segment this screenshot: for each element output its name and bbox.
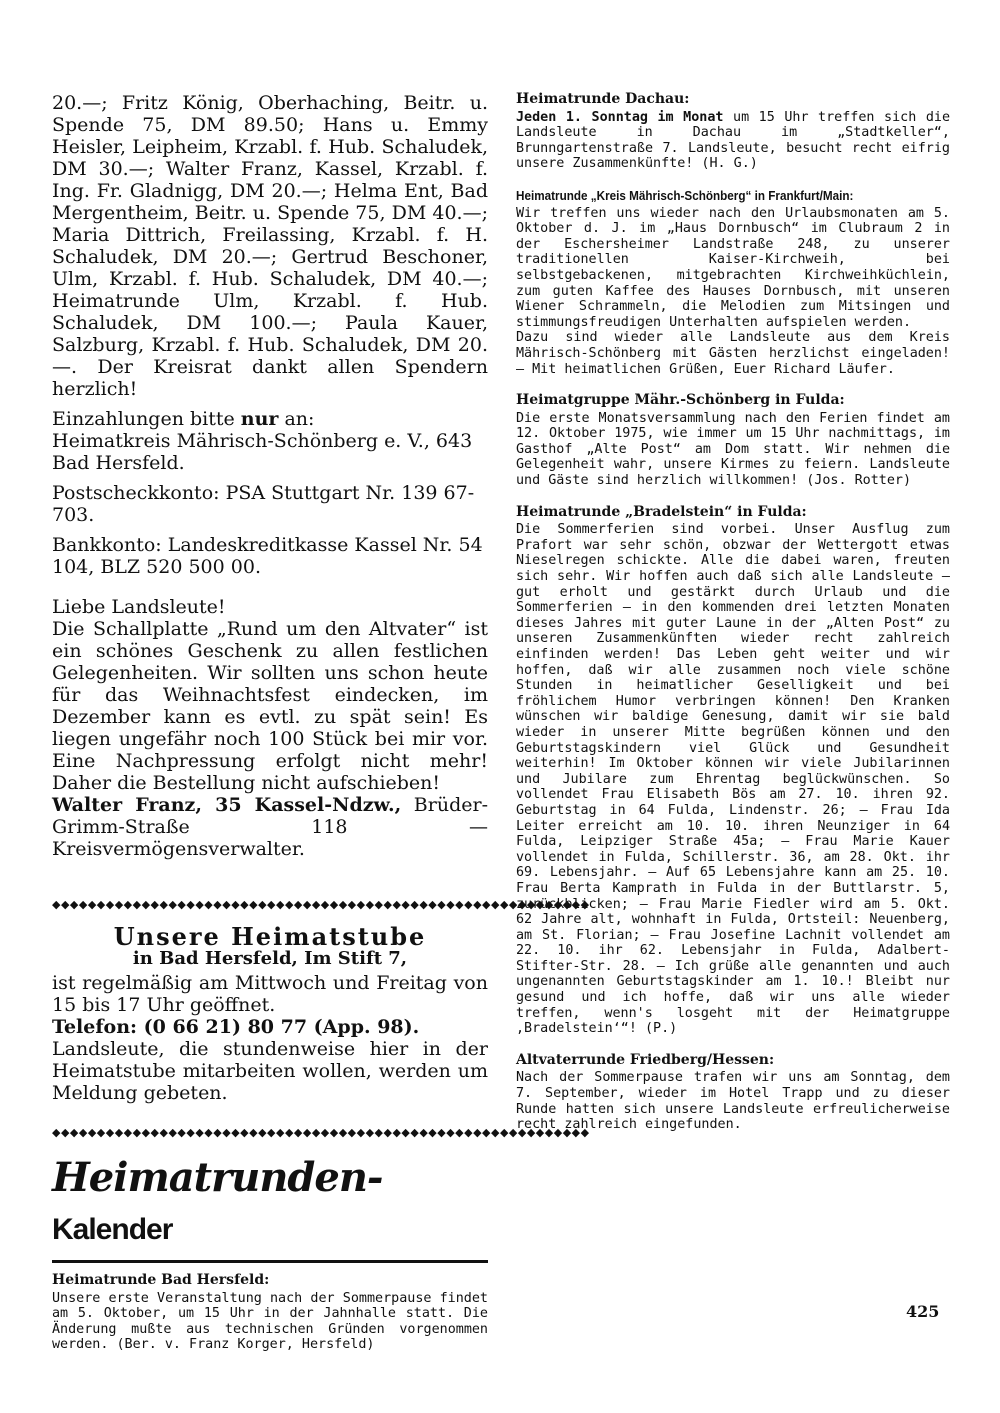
section-heading: Heimatrunde Bad Hersfeld: bbox=[52, 1272, 270, 1288]
section-body bbox=[516, 110, 950, 172]
kalender-heading-main: Heimatrunden- bbox=[52, 1154, 383, 1201]
heimatstube-address: in Bad Hersfeld, Im Stift 7, bbox=[132, 948, 408, 969]
page-number: 425 bbox=[906, 1302, 940, 1321]
section-frankfurt bbox=[516, 188, 950, 377]
section-dachau bbox=[516, 92, 950, 172]
section-heading: Heimatrunde Dachau: bbox=[516, 91, 690, 107]
payment-text: Einzahlungen bitte bbox=[52, 408, 241, 430]
payee-address: Heimatkreis Mährisch-Schönberg e. V., 643 Bad Hersfeld. bbox=[52, 430, 473, 474]
heading-rule bbox=[52, 1260, 488, 1263]
record-notice: Die Schallplatte „Rund um den Altvater“ ist ein schönes Geschenk zu allen festlichen Gelegenheiten. Wir sollten uns schon heute für das Weihnachtsfest eindecken, im Dezember kann es evtl. zu spät sein! Es liegen ungefähr noch 100 Stück bei mir vor. Eine Nachpressung erfolgt nicht mehr! Daher die Bestellung nicht aufschieben! bbox=[52, 618, 488, 794]
heimatstube-volunteers: Landsleute, die stundenweise hier in der Heimatstube mitarbeiten wollen, werden um Meldung gebeten. bbox=[52, 1038, 488, 1104]
meeting-day: Jeden 1. Sonntag im Monat bbox=[516, 109, 724, 125]
signature bbox=[52, 794, 488, 860]
section-body: Nach der Sommerpause trafen wir uns am Sonntag, dem 7. September, wieder im Hotel Trapp und zu dieser Runde hatten sich unsere Landsleute erfreulicherweise recht zahlreich eingefunden. bbox=[516, 1070, 950, 1133]
donor-list: 20.—; Fritz König, Oberhaching, Beitr. u. Spende 75, DM 89.50; Hans u. Emmy Heisler, Leipheim, Krzabl. f. Hub. Schaludek, DM 30.—; Walter Franz, Kassel, Krzabl. f. Ing. Fr. Gladnigg, DM 20.—; Helma Ent, Bad Mergentheim, Beitr. u. Spende 75, DM 40.—; Maria Dittrich, Freilassing, Krzabl. f. H. Schaludek, DM 20.—; Gertrud Beschoner, Ulm, Krzabl. f. Hub. Schaludek, DM 40.—; Heimatrunde Ulm, Krzabl. f. Hub. Schaludek, DM 100.—; Paula Kauer, Salzburg, Krzabl. f. Hub. Schaludek, DM 20.—. Der Kreisrat dankt allen Spendern herzlich! bbox=[52, 92, 488, 400]
section-body: Wir treffen uns wieder nach den Urlaubsmonaten am 5. Oktober d. J. im „Haus Dornbusch“ im Clubraum 2 in der Eschersheimer Landstraße 248, zu unserer traditionellen Kaiser-Kirchweih, bei selbstgebackenen, mitgebrachten Kirchweihküchlein, zum guten Kaffee des Hauses Dornbusch, mit unseren Wiener Schrammeln, die Melodien zum Mitsingen und stimmungsfreudigen Unterhalten aufspielen werden. bbox=[516, 205, 950, 330]
kalender-heading bbox=[52, 1154, 488, 1254]
meeting-details: um 15 Uhr treffen sich die Landsleute in Dachau im „Stadtkeller“, Brunngartenstraße 7. Landsleute, besucht recht eifrig unsere Zusammenkünfte! (H. G.) bbox=[516, 109, 951, 172]
heimatstube-title: Unsere Heimatstube bbox=[113, 922, 427, 951]
payment-text-end: an: bbox=[278, 408, 315, 430]
section-body: Unsere erste Veranstaltung nach der Sommerpause findet am 5. Oktober, um 15 Uhr in der Jahnhalle statt. Die Änderung mußte aus technischen Gründen vorgenommen werden. (Ber. v. Franz Korger, Hersfeld) bbox=[52, 1290, 488, 1353]
section-body: Die erste Monatsversammlung nach den Ferien findet am 12. Oktober 1975, wie immer um 15 Uhr nachmittags, im Gasthof „Alte Post“ am Dom statt. Wir nehmen die Gelegenheit wahr, unsere Kirmes zu feiern. Landsleute und Gäste sind herzlich willkommen! (Jos. Rotter) bbox=[516, 410, 950, 489]
section-fulda bbox=[516, 393, 950, 489]
right-column bbox=[516, 92, 950, 1149]
heimatstube-phone: Telefon: (0 66 21) 80 77 (App. 98). bbox=[52, 1016, 420, 1038]
section-body: Die Sommerferien sind vorbei. Unser Ausflug zum Prafort war sehr schön, obzwar der Wettergott etwas Nieselregen schickte. Alle die dabei waren, freuten sich sehr. Wir hoffen auch daß sich alle Landsleute — gut erholt und gestärkt durch Urlaub und die Sommerferien — in den kommenden drei letzten Monaten dieses Jahres mit guter Laune in der „Alten Post“ zu unseren Zusammenkünften wieder recht zahlreich einfinden werden! Das Leben geht weiter und wir hoffen, daß wir alle zusammen noch viele schöne Stunden in heimatlicher Geselligkeit und bei fröhlichem Humor verbringen können! Den Kranken wünschen wir baldige Genesung, damit wir sie bald wieder in unserer Mitte begrüßen können und den Geburtstagskindern viel Glück und Gesundheit weiterhin! Im Oktober können wir viele Jubilarinnen und Jubilare zum Ehrentag beglückwünschen. So vollendet Frau Elisabeth Bös am 27. 10. ihren 92. Geburtstag in 64 Fulda, Lindenstr. 26; — Frau Ida Leiter erreicht am 10. 10. ihren Neunziger in 64 Fulda, Leipziger Straße 45a; — Frau Marie Kauer vollendet in Fulda, Schillerstr. 36, am 28. Okt. ihr 69. Lebensjahr. — Auf 65 Lebensjahre kann am 25. 10. Frau Berta Kamprath in Fulda in der Buttlarstr. 5, zurückblicken; — Frau Marie Fiedler wird am 5. Okt. 62 Jahre alt, wohnhaft in Fulda, Ortsteil: Neuenberg, am St. Florian; — Frau Josefine Lachnit vollendet am 22. 10. ihr 62. Lebensjahr in Fulda, Adalbert-Stifter-Str. 28. — Ich grüße alle genannten und auch ungenannten Geburtstagskinder am 1. 10.! Bleibt nur gesund und ich hoffe, daß wir uns alle wieder treffen, wenn's losgeht mit der Heimatgruppe ‚Bradelstein‘“! (P.) bbox=[516, 522, 950, 1037]
section-heading: Altvaterrunde Friedberg/Hessen: bbox=[516, 1051, 775, 1068]
section-friedberg bbox=[516, 1053, 950, 1133]
left-column bbox=[52, 92, 590, 1353]
payment-emphasis: nur bbox=[240, 408, 279, 430]
section-heading: Heimatgruppe Mähr.-Schönberg in Fulda: bbox=[516, 392, 845, 409]
section-heading: Heimatrunde „Kreis Mährisch-Schönberg“ in Frankfurt/Main: bbox=[516, 187, 854, 203]
signature-name: Walter Franz, 35 Kassel-Ndzw., bbox=[52, 794, 402, 816]
section-bradelstein bbox=[516, 505, 950, 1037]
diamond-separator: ◆◆◆◆◆◆◆◆◆◆◆◆◆◆◆◆◆◆◆◆◆◆◆◆◆◆◆◆◆◆◆◆◆◆◆◆◆◆◆◆◆◆◆◆◆◆◆◆◆◆◆◆◆◆◆◆◆◆◆◆ bbox=[52, 898, 590, 911]
section-body-2: Dazu sind wieder alle Landsleute aus dem Kreis Mährisch-Schönberg mit Gästen herzlichst eingeladen! — Mit heimatlichen Grüßen, Euer Richard Läufer. bbox=[516, 330, 950, 377]
section-heading: Heimatrunde „Bradelstein“ in Fulda: bbox=[516, 503, 807, 520]
postscheck-account: Postscheckkonto: PSA Stuttgart Nr. 139 67-703. bbox=[52, 482, 475, 526]
greeting: Liebe Landsleute! bbox=[52, 596, 226, 618]
bank-account: Bankkonto: Landeskreditkasse Kassel Nr. 54 104, BLZ 520 500 00. bbox=[52, 534, 483, 578]
signature-address: Brüder-Grimm-Straße 118 — Kreisvermögensverwalter. bbox=[52, 794, 488, 860]
section-bad-hersfeld bbox=[52, 1273, 488, 1353]
diamond-separator-2: ◆◆◆◆◆◆◆◆◆◆◆◆◆◆◆◆◆◆◆◆◆◆◆◆◆◆◆◆◆◆◆◆◆◆◆◆◆◆◆◆◆◆◆◆◆◆◆◆◆◆◆◆◆◆◆◆◆◆◆◆ bbox=[52, 1126, 590, 1139]
payment-instruction bbox=[52, 408, 488, 430]
heimatstube-hours: ist regelmäßig am Mittwoch und Freitag von 15 bis 17 Uhr geöffnet. bbox=[52, 972, 488, 1016]
kalender-heading-tail: Kalender bbox=[52, 1213, 173, 1246]
